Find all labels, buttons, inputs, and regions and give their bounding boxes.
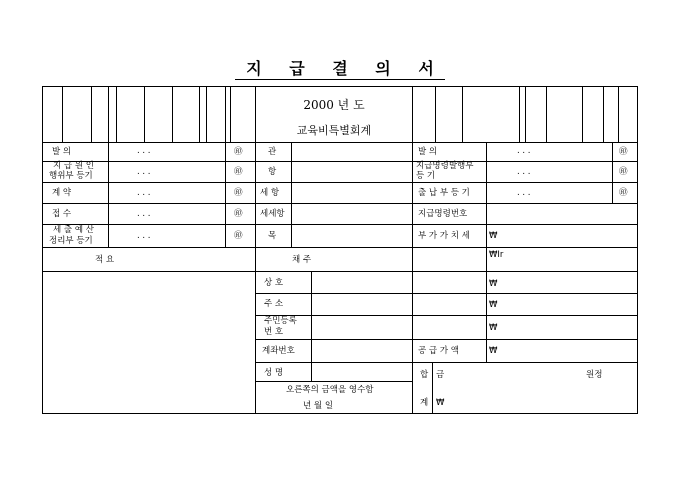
date-field: . . . [517, 188, 531, 198]
receipt-date: 년 월 일 [303, 401, 334, 411]
won-symbol: ₩ [489, 323, 498, 333]
date-field: . . . [517, 146, 531, 156]
rule [291, 142, 292, 247]
label-mok: 목 [268, 231, 277, 241]
date-field: . . . [137, 188, 151, 198]
rule [108, 142, 109, 247]
label-won-amount: 원정 [586, 370, 603, 380]
date-field: . . . [137, 146, 151, 156]
label-resident-no-line2: 번 호 [264, 327, 284, 337]
receipt-statement: 오른쪽의 금액을 영수함 [286, 385, 374, 395]
label-address: 주 소 [264, 299, 284, 309]
rule [62, 86, 63, 142]
label-sehang: 세 항 [260, 188, 280, 198]
label-total-gye: 계 [420, 398, 429, 408]
rule [255, 362, 638, 363]
label-payment-order-line1: 지급명령발행부 [416, 161, 474, 171]
won-symbol: ₩ [489, 231, 498, 241]
rule [612, 142, 613, 203]
seal-icon: ㊞ [619, 188, 628, 198]
label-budget-line2: 정리부 등기 [49, 236, 93, 246]
label-payment-order-line2: 등 기 [416, 171, 436, 181]
rule [486, 142, 487, 362]
rule [230, 86, 231, 142]
label-hang: 항 [268, 167, 277, 177]
rule [42, 271, 638, 272]
rule [42, 142, 638, 143]
rule [225, 86, 226, 247]
rule [255, 293, 638, 294]
label-account-no: 계좌번호 [262, 346, 295, 356]
document-title: 지 급 결 의 서 [0, 56, 680, 79]
rule [603, 86, 604, 142]
won-symbol: ₩Ir [489, 250, 504, 260]
label-sesehang: 세세항 [260, 209, 285, 219]
date-field: . . . [517, 167, 531, 177]
label-payment-cause-line1: 지 급 원 인 [53, 161, 94, 171]
rule [42, 203, 638, 204]
label-resident-no-line1: 주민등록 [264, 316, 297, 326]
rule [42, 224, 638, 225]
label-disbursement: 출 납 부 등 기 [418, 188, 470, 198]
rule [42, 182, 638, 183]
rule [172, 86, 173, 142]
date-field: . . . [137, 167, 151, 177]
label-initiation: 발 의 [52, 147, 72, 157]
label-budget-line1: 세 출 예 산 [53, 225, 94, 235]
label-payment-order-no: 지급명령번호 [418, 209, 468, 219]
label-supply-value: 공 급 가 액 [418, 346, 459, 356]
rule [618, 86, 619, 142]
rule [462, 86, 463, 142]
label-name: 성 명 [264, 368, 284, 378]
label-creditor: 채 주 [292, 255, 312, 265]
rule [255, 86, 256, 414]
rule [546, 86, 547, 142]
date-field: . . . [137, 209, 151, 219]
rule [311, 271, 312, 381]
label-summary: 적 요 [95, 255, 115, 265]
seal-icon: ㊞ [619, 147, 628, 157]
rule [582, 86, 583, 142]
rule [519, 86, 520, 142]
rule [42, 247, 638, 248]
date-field: . . . [137, 231, 151, 241]
rule [432, 362, 433, 414]
rule [199, 86, 200, 142]
rule [255, 339, 638, 340]
seal-icon: ㊞ [619, 167, 628, 177]
label-payment-cause-line2: 행위부 등기 [49, 171, 93, 181]
rule [42, 161, 638, 162]
won-symbol: ₩ [489, 300, 498, 310]
fiscal-year: 2000 년 도 [303, 98, 365, 112]
rule [525, 86, 526, 142]
rule [144, 86, 145, 142]
rule [255, 315, 638, 316]
rule [435, 86, 436, 142]
seal-icon: ㊞ [234, 167, 243, 177]
rule [91, 86, 92, 142]
won-symbol: ₩ [489, 279, 498, 289]
seal-icon: ㊞ [234, 188, 243, 198]
rule [116, 86, 117, 142]
label-gwan: 관 [268, 147, 277, 157]
account-name: 교육비특별회계 [296, 124, 372, 137]
label-receipt: 접 수 [52, 209, 72, 219]
rule [412, 86, 413, 414]
label-vat: 부 가 가 치 세 [418, 231, 470, 241]
seal-icon: ㊞ [234, 147, 243, 157]
rule [108, 86, 109, 142]
label-contract: 계 약 [52, 188, 72, 198]
rule [255, 381, 412, 382]
label-initiation-right: 발 의 [418, 147, 438, 157]
seal-icon: ㊞ [234, 209, 243, 219]
rule [206, 86, 207, 142]
won-symbol: ₩ [436, 398, 445, 408]
label-total-hap: 합 [420, 370, 429, 380]
label-amount: 금 [436, 370, 445, 380]
won-symbol: ₩ [489, 346, 498, 356]
seal-icon: ㊞ [234, 231, 243, 241]
label-business-name: 상 호 [264, 278, 284, 288]
